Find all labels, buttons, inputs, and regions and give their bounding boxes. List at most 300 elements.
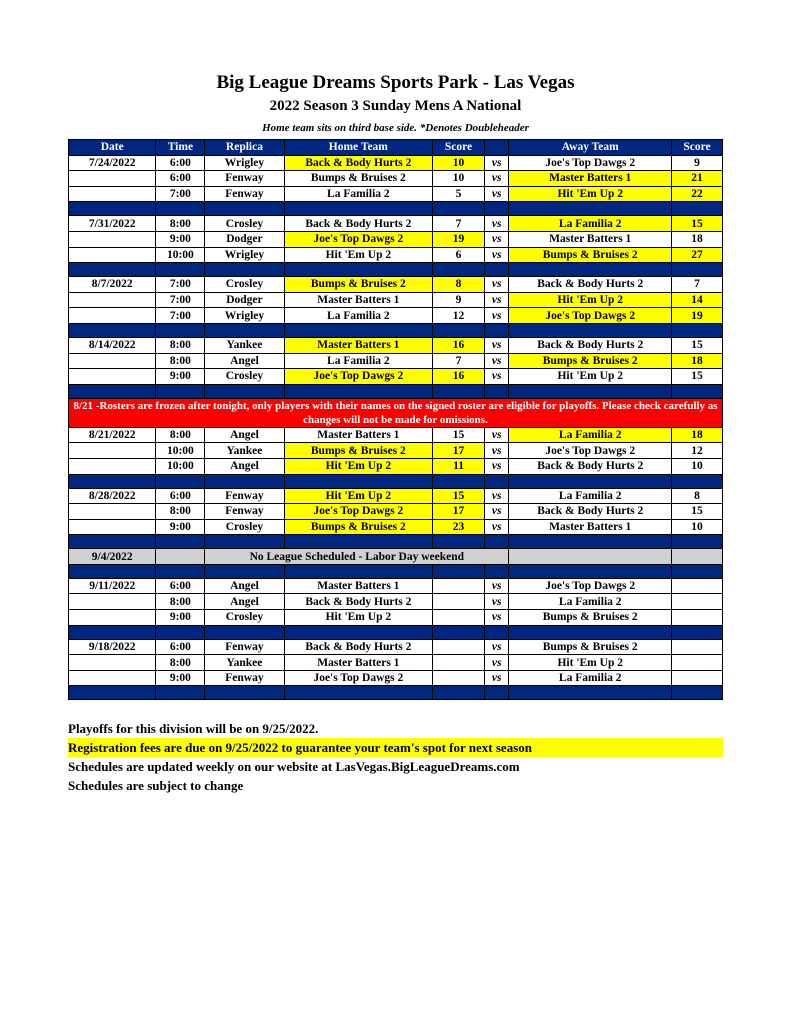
home-score-cell: 11 <box>433 458 485 474</box>
vs-cell: vs <box>484 308 508 324</box>
separator-cell <box>284 384 432 398</box>
away-team-cell: Master Batters 1 <box>509 171 672 187</box>
away-team-cell: Bumps & Bruises 2 <box>509 247 672 263</box>
date-cell: 8/28/2022 <box>69 488 156 504</box>
away-score-cell: 18 <box>672 427 723 443</box>
table-row <box>69 578 723 594</box>
away-score-cell: 10 <box>672 458 723 474</box>
away-score-cell <box>672 549 723 565</box>
vs-cell: vs <box>484 519 508 535</box>
replica-cell: Crosley <box>205 369 284 385</box>
separator-cell <box>433 323 485 337</box>
home-score-cell: 6 <box>433 247 485 263</box>
home-team-cell: Back & Body Hurts 2 <box>284 155 432 171</box>
replica-cell: Wrigley <box>205 247 284 263</box>
separator-cell <box>69 686 156 700</box>
table-header-row <box>69 140 723 156</box>
time-cell: 9:00 <box>156 369 205 385</box>
no-league-row <box>69 549 723 565</box>
table-row <box>69 247 723 263</box>
away-team-cell: Bumps & Bruises 2 <box>509 353 672 369</box>
home-score-cell: 15 <box>433 488 485 504</box>
date-cell <box>69 610 156 626</box>
time-cell: 10:00 <box>156 458 205 474</box>
separator-cell <box>433 564 485 578</box>
column-header-replica: Replica <box>205 140 284 156</box>
away-team-cell: Joe's Top Dawgs 2 <box>509 443 672 459</box>
away-team-cell: Master Batters 1 <box>509 231 672 247</box>
separator-cell <box>672 263 723 277</box>
date-cell <box>69 186 156 202</box>
vs-cell: vs <box>484 231 508 247</box>
separator-cell <box>69 323 156 337</box>
replica-cell: Fenway <box>205 488 284 504</box>
separator-cell <box>156 323 205 337</box>
vs-cell: vs <box>484 458 508 474</box>
separator-cell <box>672 323 723 337</box>
separator-cell <box>156 263 205 277</box>
replica-cell: Wrigley <box>205 308 284 324</box>
separator-cell <box>484 535 508 549</box>
table-row <box>69 504 723 520</box>
vs-cell: vs <box>484 655 508 671</box>
home-team-cell: Master Batters 1 <box>284 427 432 443</box>
separator-cell <box>284 474 432 488</box>
home-score-cell <box>433 639 485 655</box>
time-cell: 10:00 <box>156 443 205 459</box>
table-row <box>69 639 723 655</box>
replica-cell: Fenway <box>205 171 284 187</box>
replica-cell: Crosley <box>205 216 284 232</box>
separator-cell <box>69 384 156 398</box>
separator-cell <box>69 535 156 549</box>
time-cell: 8:00 <box>156 353 205 369</box>
separator-cell <box>69 564 156 578</box>
separator-cell <box>433 384 485 398</box>
home-team-cell: Master Batters 1 <box>284 337 432 353</box>
date-cell <box>69 369 156 385</box>
home-score-cell: 15 <box>433 427 485 443</box>
separator-cell <box>484 323 508 337</box>
away-score-cell <box>672 639 723 655</box>
away-score-cell: 15 <box>672 337 723 353</box>
date-cell <box>69 670 156 686</box>
table-row <box>69 655 723 671</box>
separator-row <box>69 535 723 549</box>
separator-cell <box>672 686 723 700</box>
replica-cell: Fenway <box>205 670 284 686</box>
separator-row <box>69 625 723 639</box>
home-score-cell: 7 <box>433 216 485 232</box>
home-score-cell: 19 <box>433 231 485 247</box>
away-score-cell: 18 <box>672 353 723 369</box>
vs-cell: vs <box>484 578 508 594</box>
time-cell: 8:00 <box>156 427 205 443</box>
separator-cell <box>69 474 156 488</box>
away-team-cell: Back & Body Hurts 2 <box>509 277 672 293</box>
time-cell: 7:00 <box>156 186 205 202</box>
separator-cell <box>672 535 723 549</box>
vs-cell: vs <box>484 353 508 369</box>
table-row <box>69 186 723 202</box>
home-score-cell <box>433 578 485 594</box>
vs-cell: vs <box>484 504 508 520</box>
replica-cell: Fenway <box>205 639 284 655</box>
away-team-cell: La Familia 2 <box>509 594 672 610</box>
schedule-table <box>68 139 723 700</box>
date-cell: 8/7/2022 <box>69 277 156 293</box>
replica-cell: Angel <box>205 578 284 594</box>
away-score-cell: 15 <box>672 216 723 232</box>
separator-cell <box>156 474 205 488</box>
vs-cell: vs <box>484 171 508 187</box>
separator-cell <box>205 202 284 216</box>
separator-cell <box>205 323 284 337</box>
home-team-cell: Back & Body Hurts 2 <box>284 594 432 610</box>
home-team-cell: Back & Body Hurts 2 <box>284 639 432 655</box>
separator-cell <box>205 535 284 549</box>
separator-row <box>69 564 723 578</box>
separator-cell <box>284 323 432 337</box>
date-cell <box>69 594 156 610</box>
date-cell: 9/18/2022 <box>69 639 156 655</box>
table-row <box>69 292 723 308</box>
separator-cell <box>672 625 723 639</box>
separator-cell <box>69 625 156 639</box>
footer-notes <box>68 719 723 795</box>
away-team-cell: Master Batters 1 <box>509 519 672 535</box>
replica-cell: Angel <box>205 458 284 474</box>
away-score-cell: 21 <box>672 171 723 187</box>
table-row <box>69 337 723 353</box>
away-score-cell: 22 <box>672 186 723 202</box>
time-cell: 9:00 <box>156 519 205 535</box>
separator-cell <box>484 384 508 398</box>
replica-cell: Yankee <box>205 655 284 671</box>
home-score-cell <box>433 670 485 686</box>
home-team-cell: Joe's Top Dawgs 2 <box>284 504 432 520</box>
home-team-cell: Joe's Top Dawgs 2 <box>284 369 432 385</box>
time-cell: 8:00 <box>156 504 205 520</box>
column-header-vs <box>484 140 508 156</box>
table-row <box>69 231 723 247</box>
home-team-cell: Hit 'Em Up 2 <box>284 610 432 626</box>
away-team-cell: Hit 'Em Up 2 <box>509 186 672 202</box>
separator-cell <box>156 535 205 549</box>
separator-cell <box>509 625 672 639</box>
replica-cell: Angel <box>205 353 284 369</box>
separator-cell <box>284 263 432 277</box>
time-cell: 9:00 <box>156 231 205 247</box>
replica-cell: Fenway <box>205 186 284 202</box>
table-row <box>69 443 723 459</box>
time-cell: 6:00 <box>156 155 205 171</box>
replica-cell: Yankee <box>205 337 284 353</box>
separator-cell <box>156 686 205 700</box>
time-cell: 8:00 <box>156 655 205 671</box>
replica-cell: Crosley <box>205 277 284 293</box>
table-row <box>69 369 723 385</box>
away-team-cell: Joe's Top Dawgs 2 <box>509 578 672 594</box>
away-score-cell: 10 <box>672 519 723 535</box>
separator-cell <box>205 263 284 277</box>
separator-cell <box>284 535 432 549</box>
away-score-cell: 27 <box>672 247 723 263</box>
column-header-away-team: Away Team <box>509 140 672 156</box>
date-cell <box>69 247 156 263</box>
separator-cell <box>205 686 284 700</box>
column-header-date: Date <box>69 140 156 156</box>
roster-notice: 8/21 -Rosters are frozen after tonight, only players with their names on the signed roster are eligible for playoffs. Please check carefully as changes will not be made for omissions. <box>69 398 723 427</box>
separator-cell <box>672 384 723 398</box>
away-score-cell <box>672 578 723 594</box>
replica-cell: Crosley <box>205 519 284 535</box>
home-team-cell: Joe's Top Dawgs 2 <box>284 231 432 247</box>
time-cell: 8:00 <box>156 337 205 353</box>
separator-cell <box>205 625 284 639</box>
date-cell: 7/31/2022 <box>69 216 156 232</box>
separator-cell <box>672 474 723 488</box>
separator-cell <box>484 686 508 700</box>
away-score-cell: 7 <box>672 277 723 293</box>
away-score-cell <box>672 655 723 671</box>
away-team-cell: Hit 'Em Up 2 <box>509 369 672 385</box>
separator-cell <box>509 263 672 277</box>
separator-cell <box>433 202 485 216</box>
table-row <box>69 308 723 324</box>
separator-cell <box>509 564 672 578</box>
separator-cell <box>284 564 432 578</box>
vs-cell: vs <box>484 639 508 655</box>
separator-cell <box>509 323 672 337</box>
date-cell <box>69 308 156 324</box>
page-title: Big League Dreams Sports Park - Las Vegas <box>216 72 575 93</box>
home-score-cell: 10 <box>433 155 485 171</box>
away-team-cell <box>509 549 672 565</box>
away-team-cell: Joe's Top Dawgs 2 <box>509 308 672 324</box>
vs-cell: vs <box>484 443 508 459</box>
separator-row <box>69 323 723 337</box>
separator-cell <box>284 625 432 639</box>
home-score-cell <box>433 594 485 610</box>
schedule-body <box>69 155 723 700</box>
home-team-cell: Hit 'Em Up 2 <box>284 488 432 504</box>
time-cell: 7:00 <box>156 292 205 308</box>
separator-cell <box>509 474 672 488</box>
away-team-cell: Back & Body Hurts 2 <box>509 337 672 353</box>
vs-cell: vs <box>484 369 508 385</box>
separator-cell <box>484 625 508 639</box>
home-team-cell: Back & Body Hurts 2 <box>284 216 432 232</box>
separator-cell <box>205 384 284 398</box>
away-team-cell: La Familia 2 <box>509 427 672 443</box>
separator-cell <box>433 535 485 549</box>
vs-cell: vs <box>484 292 508 308</box>
table-row <box>69 670 723 686</box>
away-team-cell: Back & Body Hurts 2 <box>509 504 672 520</box>
date-cell <box>69 292 156 308</box>
change-note: Schedules are subject to change <box>68 778 244 793</box>
separator-row <box>69 686 723 700</box>
table-row <box>69 594 723 610</box>
home-team-cell: Master Batters 1 <box>284 292 432 308</box>
home-score-cell: 9 <box>433 292 485 308</box>
away-team-cell: Hit 'Em Up 2 <box>509 655 672 671</box>
time-cell: 9:00 <box>156 670 205 686</box>
date-cell <box>69 353 156 369</box>
separator-cell <box>484 202 508 216</box>
table-row <box>69 353 723 369</box>
separator-cell <box>205 564 284 578</box>
replica-cell: Yankee <box>205 443 284 459</box>
time-cell: 10:00 <box>156 247 205 263</box>
home-team-cell: La Familia 2 <box>284 353 432 369</box>
separator-cell <box>205 474 284 488</box>
vs-cell: vs <box>484 155 508 171</box>
home-score-cell: 12 <box>433 308 485 324</box>
roster-notice-row <box>69 398 723 427</box>
playoffs-note: Playoffs for this division will be on 9/25/2022. <box>68 721 319 736</box>
date-cell: 7/24/2022 <box>69 155 156 171</box>
separator-row <box>69 474 723 488</box>
replica-cell: Dodger <box>205 231 284 247</box>
column-header-home-team: Home Team <box>284 140 432 156</box>
separator-row <box>69 384 723 398</box>
separator-cell <box>509 202 672 216</box>
home-score-cell <box>433 655 485 671</box>
separator-cell <box>433 263 485 277</box>
date-cell <box>69 458 156 474</box>
date-cell: 8/14/2022 <box>69 337 156 353</box>
website-note: Schedules are updated weekly on our website at LasVegas.BigLeagueDreams.com <box>68 759 520 774</box>
away-team-cell: Bumps & Bruises 2 <box>509 639 672 655</box>
table-row <box>69 155 723 171</box>
table-row <box>69 171 723 187</box>
home-team-cell: Joe's Top Dawgs 2 <box>284 670 432 686</box>
away-team-cell: Bumps & Bruises 2 <box>509 610 672 626</box>
table-row <box>69 458 723 474</box>
date-cell <box>69 171 156 187</box>
date-cell: 8/21/2022 <box>69 427 156 443</box>
away-score-cell: 15 <box>672 369 723 385</box>
separator-cell <box>484 564 508 578</box>
replica-cell: Dodger <box>205 292 284 308</box>
column-header-away-score: Score <box>672 140 723 156</box>
time-cell: 7:00 <box>156 308 205 324</box>
time-cell: 9:00 <box>156 610 205 626</box>
separator-cell <box>69 263 156 277</box>
away-team-cell: Back & Body Hurts 2 <box>509 458 672 474</box>
away-score-cell <box>672 670 723 686</box>
separator-row <box>69 263 723 277</box>
away-score-cell: 19 <box>672 308 723 324</box>
time-cell: 6:00 <box>156 639 205 655</box>
away-score-cell: 15 <box>672 504 723 520</box>
separator-cell <box>484 263 508 277</box>
vs-cell: vs <box>484 337 508 353</box>
date-cell: 9/11/2022 <box>69 578 156 594</box>
separator-cell <box>484 474 508 488</box>
home-score-cell: 23 <box>433 519 485 535</box>
separator-cell <box>156 202 205 216</box>
page-note: Home team sits on third base side. *Denotes Doubleheader <box>262 122 529 134</box>
time-cell: 8:00 <box>156 216 205 232</box>
table-row <box>69 519 723 535</box>
vs-cell: vs <box>484 594 508 610</box>
separator-cell <box>156 384 205 398</box>
separator-cell <box>284 686 432 700</box>
separator-cell <box>672 564 723 578</box>
home-team-cell: Bumps & Bruises 2 <box>284 519 432 535</box>
home-score-cell: 8 <box>433 277 485 293</box>
separator-row <box>69 202 723 216</box>
away-team-cell: Joe's Top Dawgs 2 <box>509 155 672 171</box>
replica-cell: Fenway <box>205 504 284 520</box>
vs-cell: vs <box>484 670 508 686</box>
vs-cell: vs <box>484 488 508 504</box>
home-team-cell: La Familia 2 <box>284 186 432 202</box>
home-score-cell: 7 <box>433 353 485 369</box>
date-cell <box>69 655 156 671</box>
replica-cell: Angel <box>205 594 284 610</box>
time-cell: 7:00 <box>156 277 205 293</box>
home-team-cell: Hit 'Em Up 2 <box>284 247 432 263</box>
vs-cell: vs <box>484 610 508 626</box>
vs-cell: vs <box>484 216 508 232</box>
home-score-cell: 5 <box>433 186 485 202</box>
date-cell <box>69 231 156 247</box>
away-score-cell <box>672 610 723 626</box>
registration-note: Registration fees are due on 9/25/2022 to guarantee your team's spot for next season <box>68 738 723 757</box>
home-score-cell: 16 <box>433 337 485 353</box>
time-cell: 8:00 <box>156 594 205 610</box>
away-score-cell: 9 <box>672 155 723 171</box>
replica-cell: Angel <box>205 427 284 443</box>
away-score-cell: 18 <box>672 231 723 247</box>
table-row <box>69 427 723 443</box>
away-team-cell: Hit 'Em Up 2 <box>509 292 672 308</box>
away-team-cell: La Familia 2 <box>509 670 672 686</box>
time-cell <box>156 549 205 565</box>
separator-cell <box>433 474 485 488</box>
away-score-cell <box>672 594 723 610</box>
home-team-cell: Bumps & Bruises 2 <box>284 443 432 459</box>
home-team-cell: La Familia 2 <box>284 308 432 324</box>
vs-cell: vs <box>484 427 508 443</box>
separator-cell <box>156 564 205 578</box>
separator-cell <box>672 202 723 216</box>
date-cell <box>69 443 156 459</box>
table-row <box>69 277 723 293</box>
home-score-cell: 10 <box>433 171 485 187</box>
away-score-cell: 14 <box>672 292 723 308</box>
home-score-cell: 17 <box>433 443 485 459</box>
table-row <box>69 216 723 232</box>
column-header-time: Time <box>156 140 205 156</box>
time-cell: 6:00 <box>156 171 205 187</box>
home-score-cell <box>433 610 485 626</box>
date-cell <box>69 504 156 520</box>
away-team-cell: La Familia 2 <box>509 216 672 232</box>
replica-cell: Crosley <box>205 610 284 626</box>
separator-cell <box>433 686 485 700</box>
time-cell: 6:00 <box>156 578 205 594</box>
home-score-cell: 17 <box>433 504 485 520</box>
table-row <box>69 610 723 626</box>
separator-cell <box>284 202 432 216</box>
no-league-message: No League Scheduled - Labor Day weekend <box>205 549 509 565</box>
separator-cell <box>509 686 672 700</box>
